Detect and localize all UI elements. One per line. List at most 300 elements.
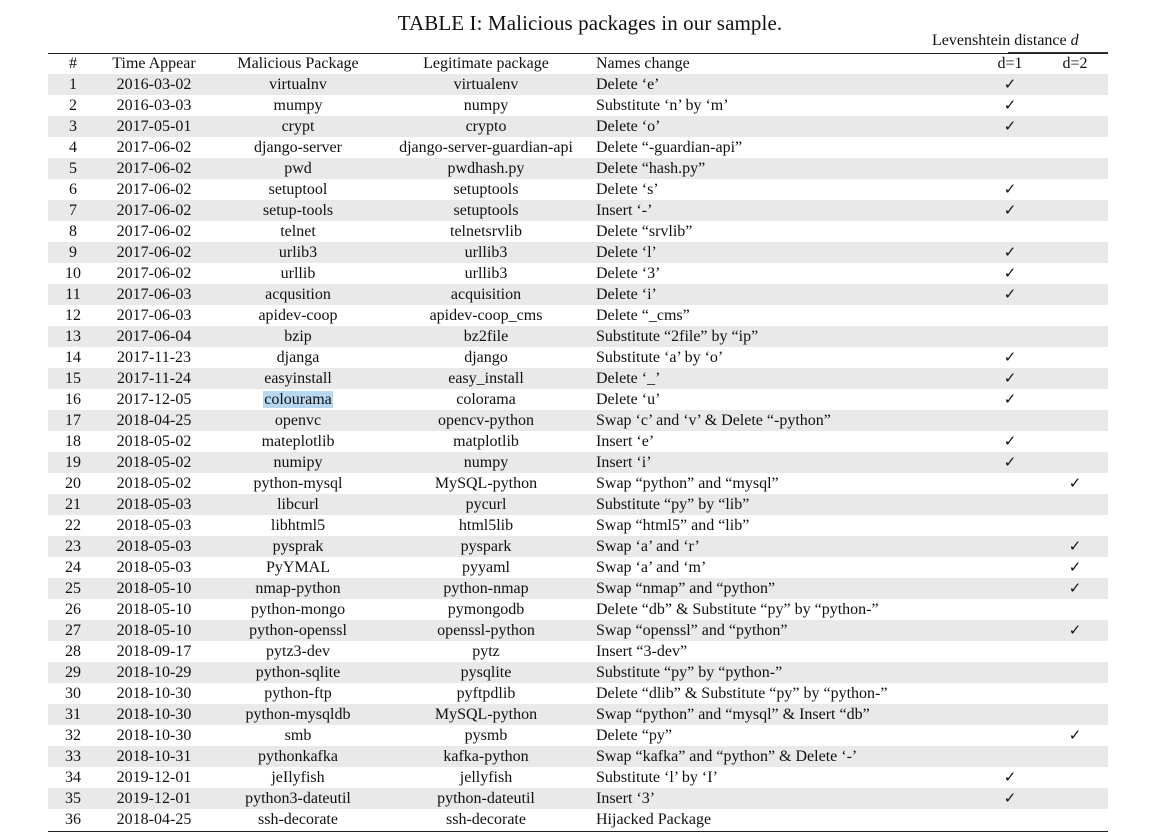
d2-cell [1042, 179, 1108, 200]
table-row [48, 137, 1108, 158]
table-row [48, 326, 1108, 347]
legitimate-package: setuptools [453, 181, 519, 198]
table-row [48, 788, 1108, 809]
row-number: 12 [65, 307, 81, 324]
col-header-malicious: Malicious Package [237, 55, 359, 72]
row-number: 2 [69, 97, 77, 114]
table-row [48, 200, 1108, 221]
check-icon: ✓ [1003, 390, 1017, 408]
table-row [48, 641, 1108, 662]
row-number: 30 [65, 685, 81, 702]
legitimate-package: pymongodb [447, 601, 525, 618]
d1-cell [978, 725, 1042, 746]
d1-cell [978, 221, 1042, 242]
table-row [48, 452, 1108, 473]
time-appear: 2018-09-17 [116, 643, 192, 660]
table-row [48, 599, 1108, 620]
check-icon: ✓ [1003, 96, 1017, 114]
legitimate-package: crypto [386, 116, 586, 137]
malicious-package: setup-tools [210, 200, 386, 221]
malicious-package: python-openssl [210, 620, 386, 641]
time-appear: 2018-04-25 [116, 811, 192, 828]
legitimate-package: virtualenv [386, 74, 586, 95]
d1-cell [978, 599, 1042, 620]
d2-cell [1042, 662, 1108, 683]
legitimate-package: MySQL-python [386, 704, 586, 725]
d1-cell [978, 116, 1042, 137]
d2-cell [1042, 788, 1108, 809]
d2-cell [1042, 326, 1108, 347]
d1-cell [978, 410, 1042, 431]
time-appear: 2017-06-02 [116, 139, 192, 156]
time-appear: 2017-06-03 [116, 307, 192, 324]
d1-cell [978, 74, 1042, 95]
row-number: 6 [69, 181, 77, 198]
names-change: Delete “hash.py” [586, 158, 978, 179]
names-change: Swap “nmap” and “python” [586, 578, 978, 599]
row-number: 35 [48, 788, 98, 809]
legitimate-package: django [464, 349, 508, 366]
malicious-package: openvc [210, 410, 386, 431]
row-number: 29 [48, 662, 98, 683]
names-change: Insert ‘3’ [586, 788, 978, 809]
check-icon: ✓ [1068, 726, 1082, 744]
table-row [48, 305, 1108, 326]
time-appear: 2018-05-02 [98, 452, 210, 473]
d2-cell [1042, 641, 1108, 662]
d1-cell [978, 347, 1042, 368]
names-change: Insert “3-dev” [596, 643, 688, 660]
time-appear: 2018-05-03 [116, 559, 192, 576]
names-change: Insert ‘e’ [596, 433, 655, 450]
row-number: 33 [48, 746, 98, 767]
names-change: Delete ‘e’ [586, 74, 978, 95]
malicious-package: djanga [276, 349, 320, 366]
d2-cell [1042, 284, 1108, 305]
legitimate-package: pysmb [464, 727, 508, 744]
d1-cell [978, 452, 1042, 473]
legitimate-package: easy_install [386, 368, 586, 389]
d1-cell [978, 326, 1042, 347]
malicious-package: ssh-decorate [258, 811, 338, 828]
d2-cell [1042, 515, 1108, 536]
table-body [48, 74, 1108, 830]
d2-cell [1042, 95, 1108, 116]
d2-cell [1042, 389, 1108, 410]
d1-cell [978, 746, 1042, 767]
row-number: 8 [69, 223, 77, 240]
names-change: Substitute ‘l’ by ‘I’ [596, 769, 718, 786]
d1-cell [978, 620, 1042, 641]
time-appear: 2017-11-23 [116, 349, 192, 366]
check-icon: ✓ [1068, 579, 1082, 597]
d2-cell [1042, 116, 1108, 137]
d2-cell [1042, 494, 1108, 515]
row-number: 13 [48, 326, 98, 347]
legitimate-package: MySQL-python [434, 475, 538, 492]
time-appear: 2017-06-03 [98, 284, 210, 305]
names-change: Delete ‘o’ [586, 116, 978, 137]
legitimate-package: opencv-python [386, 410, 586, 431]
d2-cell [1042, 431, 1108, 452]
d1-cell [978, 788, 1042, 809]
row-number: 21 [48, 494, 98, 515]
malicious-package: python-ftp [264, 685, 332, 702]
malicious-package: crypt [210, 116, 386, 137]
row-number: 10 [65, 265, 81, 282]
legitimate-package: telnetsrvlib [450, 223, 522, 240]
d2-cell [1042, 620, 1108, 641]
d2-cell [1042, 536, 1108, 557]
time-appear: 2017-06-02 [116, 181, 192, 198]
levenshtein-header: Levenshtein distance d [932, 32, 1079, 49]
row-number: 5 [48, 158, 98, 179]
d2-cell [1042, 746, 1108, 767]
d2-cell [1042, 473, 1108, 494]
names-change: Substitute “py” by “python-” [586, 662, 978, 683]
time-appear: 2017-06-02 [98, 158, 210, 179]
d2-cell [1042, 242, 1108, 263]
time-appear: 2016-03-03 [116, 97, 192, 114]
check-icon: ✓ [1003, 243, 1017, 261]
malicious-package: smb [284, 727, 312, 744]
malicious-package: urllib [280, 265, 316, 282]
table-row [48, 347, 1108, 368]
row-number: 24 [65, 559, 81, 576]
legitimate-package: colorama [456, 391, 516, 408]
d2-cell [1042, 200, 1108, 221]
table-row [48, 473, 1108, 494]
table-row [48, 494, 1108, 515]
table-row [48, 557, 1108, 578]
malicious-package: python-mysqldb [210, 704, 386, 725]
names-change: Swap “openssl” and “python” [586, 620, 978, 641]
row-number: 23 [48, 536, 98, 557]
row-number: 36 [65, 811, 81, 828]
row-number: 25 [48, 578, 98, 599]
row-number: 28 [65, 643, 81, 660]
names-change: Delete “srvlib” [596, 223, 693, 240]
table-row [48, 683, 1108, 704]
col-header-time: Time Appear [112, 55, 196, 72]
d2-cell [1042, 557, 1108, 578]
d2-cell [1042, 452, 1108, 473]
names-change: Delete “py” [596, 727, 672, 744]
table-row [48, 578, 1108, 599]
legitimate-package: jellyfish [459, 769, 513, 786]
legitimate-package: pysqlite [386, 662, 586, 683]
d2-cell [1042, 683, 1108, 704]
check-icon: ✓ [1003, 285, 1017, 303]
d1-cell [978, 767, 1042, 788]
table-row [48, 662, 1108, 683]
d1-cell [978, 284, 1042, 305]
check-icon: ✓ [1003, 369, 1017, 387]
legitimate-package: apidev-coop_cms [429, 307, 543, 324]
table-caption: TABLE I: Malicious packages in our sample. [397, 11, 783, 35]
col-header-d1: d=1 [997, 55, 1023, 72]
table-row [48, 74, 1108, 95]
malicious-package: virtualnv [210, 74, 386, 95]
row-number: 7 [48, 200, 98, 221]
check-icon: ✓ [1003, 789, 1017, 807]
table-row [48, 410, 1108, 431]
row-number: 1 [48, 74, 98, 95]
names-change: Delete ‘_’ [586, 368, 978, 389]
malicious-package: acqusition [210, 284, 386, 305]
d1-cell [978, 515, 1042, 536]
malicious-package: PyYMAL [265, 559, 330, 576]
d1-cell [978, 305, 1042, 326]
names-change: Swap ‘a’ and ‘r’ [586, 536, 978, 557]
row-number: 16 [65, 391, 81, 408]
d1-cell [978, 137, 1042, 158]
table-row [48, 620, 1108, 641]
time-appear: 2018-05-10 [98, 578, 210, 599]
time-appear: 2017-06-02 [116, 265, 192, 282]
d1-cell [978, 179, 1042, 200]
check-icon: ✓ [1003, 75, 1017, 93]
col-header-num: # [69, 55, 77, 72]
time-appear: 2018-05-03 [116, 517, 192, 534]
legitimate-package: python-dateutil [386, 788, 586, 809]
d2-cell [1042, 704, 1108, 725]
time-appear: 2018-10-31 [98, 746, 210, 767]
d1-cell [978, 536, 1042, 557]
table-row [48, 389, 1108, 410]
malicious-package: pwd [210, 158, 386, 179]
names-change: Delete ‘u’ [596, 391, 661, 408]
d1-cell [978, 95, 1042, 116]
legitimate-package: matplotlib [453, 433, 519, 450]
time-appear: 2018-10-30 [116, 685, 192, 702]
d1-cell [978, 389, 1042, 410]
table-row [48, 515, 1108, 536]
legitimate-package: pycurl [386, 494, 586, 515]
d2-cell [1042, 305, 1108, 326]
table-row [48, 284, 1108, 305]
d1-cell [978, 263, 1042, 284]
time-appear: 2018-05-10 [98, 620, 210, 641]
names-change: Delete ‘l’ [586, 242, 978, 263]
time-appear: 2018-05-03 [98, 494, 210, 515]
malicious-package: telnet [280, 223, 316, 240]
legitimate-package: setuptools [386, 200, 586, 221]
names-change: Delete “-guardian-api” [596, 139, 743, 156]
names-change: Delete “db” & Substitute “py” by “python-” [596, 601, 879, 618]
check-icon: ✓ [1068, 537, 1082, 555]
row-number: 15 [48, 368, 98, 389]
col-header-legitimate: Legitimate package [423, 55, 549, 72]
names-change: Swap “kafka” and “python” & Delete ‘-’ [586, 746, 978, 767]
table-row [48, 767, 1108, 788]
malicious-package: numipy [210, 452, 386, 473]
names-change: Swap “python” and “mysql” & Insert “db” [586, 704, 978, 725]
d1-cell [978, 683, 1042, 704]
malicious-package: easyinstall [210, 368, 386, 389]
col-header-d2: d=2 [1062, 55, 1088, 72]
time-appear: 2016-03-02 [98, 74, 210, 95]
table-row [48, 725, 1108, 746]
malicious-package: python-sqlite [210, 662, 386, 683]
table-row [48, 179, 1108, 200]
malicious-package: mumpy [273, 97, 323, 114]
check-icon: ✓ [1003, 201, 1017, 219]
malicious-package: python-mysql [253, 475, 343, 492]
names-change: Swap ‘a’ and ‘m’ [596, 559, 707, 576]
names-change: Substitute ‘a’ by ‘o’ [596, 349, 724, 366]
time-appear: 2018-05-02 [116, 433, 192, 450]
d1-cell [978, 662, 1042, 683]
names-change: Hijacked Package [596, 811, 712, 828]
table-row [48, 368, 1108, 389]
d1-cell [978, 473, 1042, 494]
malicious-package: apidev-coop [258, 307, 338, 324]
malicious-package: python-mongo [250, 601, 346, 618]
malicious-package: bzip [210, 326, 386, 347]
malicious-package: libcurl [210, 494, 386, 515]
time-appear: 2017-11-24 [98, 368, 210, 389]
d1-cell [978, 641, 1042, 662]
table-row [48, 116, 1108, 137]
check-icon: ✓ [1003, 432, 1017, 450]
legitimate-package: pyyaml [462, 559, 510, 576]
row-number: 20 [65, 475, 81, 492]
time-appear: 2017-06-02 [116, 223, 192, 240]
table-row [48, 431, 1108, 452]
check-icon: ✓ [1003, 768, 1017, 786]
malicious-package: nmap-python [210, 578, 386, 599]
time-appear: 2018-05-02 [116, 475, 192, 492]
row-number: 19 [48, 452, 98, 473]
d2-cell [1042, 767, 1108, 788]
table-row [48, 221, 1108, 242]
bottom-rule [48, 831, 1108, 832]
d2-cell [1042, 578, 1108, 599]
malicious-package [210, 389, 386, 410]
table-row [48, 746, 1108, 767]
malicious-package: setuptool [268, 181, 328, 198]
row-number: 22 [65, 517, 81, 534]
header-row [48, 53, 1108, 74]
legitimate-package: urllib3 [386, 242, 586, 263]
selected-text[interactable]: colourama [264, 391, 332, 408]
table-row [48, 242, 1108, 263]
d2-cell [1042, 809, 1108, 830]
names-change: Swap “html5” and “lib” [596, 517, 750, 534]
check-icon: ✓ [1003, 453, 1017, 471]
time-appear: 2018-10-30 [116, 727, 192, 744]
table-row [48, 809, 1108, 830]
col-header-names-change: Names change [596, 55, 690, 72]
names-change: Insert ‘-’ [586, 200, 978, 221]
malicious-package: pysprak [210, 536, 386, 557]
d1-cell [978, 578, 1042, 599]
row-number: 4 [69, 139, 77, 156]
check-icon: ✓ [1068, 621, 1082, 639]
row-number: 9 [48, 242, 98, 263]
legitimate-package: html5lib [458, 517, 514, 534]
d1-cell [978, 704, 1042, 725]
legitimate-package: pyspark [386, 536, 586, 557]
malicious-package: libhtml5 [270, 517, 326, 534]
row-number: 3 [48, 116, 98, 137]
d2-cell [1042, 221, 1108, 242]
d1-cell [978, 200, 1042, 221]
legitimate-package: openssl-python [386, 620, 586, 641]
d2-cell [1042, 137, 1108, 158]
table-row [48, 704, 1108, 725]
check-icon: ✓ [1068, 558, 1082, 576]
row-number: 11 [48, 284, 98, 305]
table-row [48, 158, 1108, 179]
time-appear: 2018-05-03 [98, 536, 210, 557]
d2-cell [1042, 368, 1108, 389]
time-appear: 2018-10-29 [98, 662, 210, 683]
names-change: Delete “dlib” & Substitute “py” by “python-” [596, 685, 888, 702]
time-appear: 2017-05-01 [98, 116, 210, 137]
malicious-package: mateplotlib [261, 433, 335, 450]
malicious-package: python3-dateutil [210, 788, 386, 809]
time-appear: 2018-04-25 [98, 410, 210, 431]
d1-cell [978, 494, 1042, 515]
legitimate-package: python-nmap [386, 578, 586, 599]
legitimate-package: urllib3 [464, 265, 508, 282]
d1-cell [978, 242, 1042, 263]
table-row [48, 536, 1108, 557]
time-appear: 2017-06-02 [98, 242, 210, 263]
d1-cell [978, 368, 1042, 389]
time-appear: 2017-12-05 [116, 391, 192, 408]
malicious-package: jeIlyfish [271, 769, 325, 786]
time-appear: 2017-06-04 [98, 326, 210, 347]
legitimate-package: pyftpdlib [456, 685, 516, 702]
names-change: Insert ‘i’ [586, 452, 978, 473]
time-appear: 2019-12-01 [116, 769, 192, 786]
names-change: Delete ‘i’ [586, 284, 978, 305]
malicious-package: urlib3 [210, 242, 386, 263]
row-number: 32 [65, 727, 81, 744]
d2-cell [1042, 410, 1108, 431]
legitimate-package: bz2file [386, 326, 586, 347]
names-change: Substitute “py” by “lib” [586, 494, 978, 515]
d2-cell [1042, 725, 1108, 746]
d2-cell [1042, 347, 1108, 368]
row-number: 34 [65, 769, 81, 786]
row-number: 27 [48, 620, 98, 641]
legitimate-package: numpy [386, 452, 586, 473]
d2-cell [1042, 158, 1108, 179]
names-change: Swap “python” and “mysql” [596, 475, 779, 492]
legitimate-package: kafka-python [386, 746, 586, 767]
malicious-package: pytz3-dev [266, 643, 330, 660]
time-appear: 2018-10-30 [98, 704, 210, 725]
legitimate-package: acquisition [386, 284, 586, 305]
legitimate-package: numpy [463, 97, 509, 114]
malicious-package: django-server [254, 139, 342, 156]
names-change: Substitute ‘n’ by ‘m’ [596, 97, 729, 114]
names-change: Delete ‘s’ [596, 181, 659, 198]
d2-cell [1042, 74, 1108, 95]
table-row [48, 95, 1108, 116]
names-change: Delete ‘3’ [596, 265, 661, 282]
time-appear: 2019-12-01 [98, 788, 210, 809]
legitimate-package: django-server-guardian-api [399, 139, 573, 156]
table-row [48, 263, 1108, 284]
packages-table [48, 53, 1108, 830]
names-change: Delete “_cms” [596, 307, 690, 324]
d1-cell [978, 809, 1042, 830]
